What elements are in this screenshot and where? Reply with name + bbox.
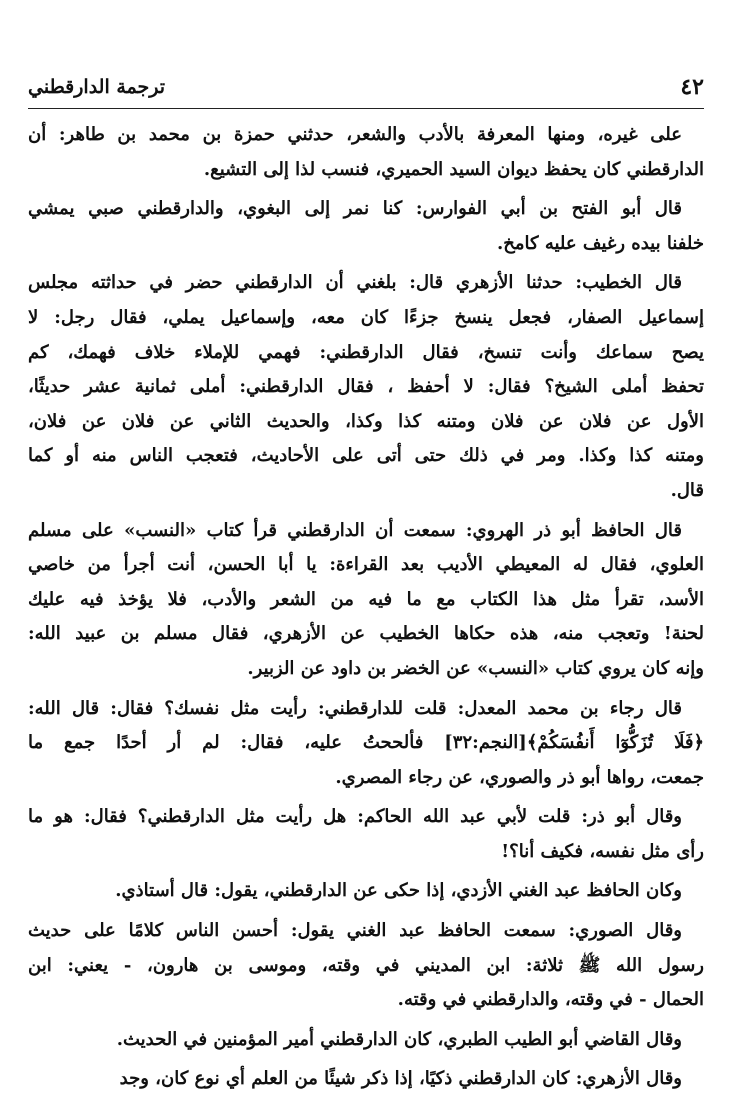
text-line: رسول الله ﷺ ثلاثة: ابن المديني في وقته، وموسى بن هارون، - يعني: ابن [28, 954, 704, 976]
text-line: إسماعيل الصفار، فجعل ينسخ جزءًا كان معه، وإسماعيل يملي، فقال رجل: لا [28, 306, 704, 328]
text-line: خلفنا بيده رغيف عليه كامخ. [496, 232, 704, 254]
text-line: وإنه كان يروي كتاب «النسب» عن الخضر بن داود عن الزبير. [247, 657, 704, 679]
running-title: ترجمة الدارقطني [28, 76, 166, 98]
text-line: قال الخطيب: حدثنا الأزهري قال: بلغني أن الدارقطني حضر في حداثته مجلس [28, 272, 682, 294]
paragraph [28, 874, 704, 909]
text-line: يصح سماعك وأنت تنسخ، فقال الدارقطني: فهمي للإملاء خلاف فهمك، كم [28, 341, 704, 363]
text-line: وقال أبو ذر: قلت لأبي عبد الله الحاكم: هل رأيت مثل الدارقطني؟ فقال: هو ما [28, 806, 682, 828]
paragraph [28, 1062, 704, 1097]
paragraph [28, 266, 704, 508]
text-line: الدارقطني كان يحفظ ديوان السيد الحميري، فنسب لذا إلى التشيع. [203, 158, 704, 180]
text-line: الأول عن فلان عن فلان ومتنه كذا وكذا، والحديث الثاني عن فلان عن فلان، [28, 410, 704, 432]
text-line: رأى مثل نفسه، فكيف أنا؟! [501, 840, 704, 862]
text-line: قال الحافظ أبو ذر الهروي: سمعت أن الدارقطني قرأ كتاب «النسب» على مسلم [28, 519, 682, 541]
page-number: ٤٢ [680, 74, 704, 100]
text-line: الأسد، تقرأ مثل هذا الكتاب مع ما فيه من الشعر والأدب، فلا يؤخذ فيه عليك [28, 588, 704, 610]
paragraph [28, 692, 704, 796]
paragraph [28, 514, 704, 687]
paragraph [28, 1023, 704, 1058]
text-line: على غيره، ومنها المعرفة بالأدب والشعر، حدثني حمزة بن محمد بن طاهر: أن [28, 124, 682, 145]
text-line: وقال الأزهري: كان الدارقطني ذكيًا، إذا ذكر شيئًا من العلم أي نوع كان، وجد [119, 1068, 682, 1090]
text-line: الحمال - في وقته، والدارقطني في وقته. [397, 989, 704, 1011]
paragraph [28, 914, 704, 1018]
text-line: لحنة! وتعجب منه، هذه حكاها الخطيب عن الأزهري، فقال مسلم بن عبيد الله: [28, 623, 704, 645]
text-line: قال أبو الفتح بن أبي الفوارس: كنا نمر إلى البغوي، والدارقطني صبي يمشي [28, 198, 682, 220]
text-line: ﴿فَلَا تُزَكُّوٓا أَنفُسَكُمْ﴾[النجم:٣٢] فألححتُ عليه، فقال: لم أر أحدًا جمع ما [28, 732, 704, 754]
text-line: وقال القاضي أبو الطيب الطبري، كان الدارقطني أمير المؤمنين في الحديث. [116, 1028, 682, 1050]
text-line: وقال الصوري: سمعت الحافظ عبد الغني يقول: أحسن الناس كلامًا على حديث [28, 920, 682, 942]
text-line: قال. [670, 479, 704, 501]
text-line: ومتنه كذا وكذا. ومر في ذلك حتى أتى على الأحاديث، فتعجب الناس منه أو كما [28, 445, 704, 467]
paragraph [28, 118, 704, 187]
text-line: جمعت، رواها أبو ذر والصوري، عن رجاء المصري. [335, 766, 704, 788]
header-divider [28, 108, 704, 109]
paragraph [28, 800, 704, 869]
text-line: تحفظ أملى الشيخ؟ فقال: لا أحفظ ، فقال الدارقطني: أملى ثمانية عشر حديثًا، [28, 376, 704, 398]
body-text [28, 118, 704, 1090]
paragraph [28, 192, 704, 261]
text-line: العلوي، فقال له المعيطي الأديب بعد القراءة: يا أبا الحسن، أنت أجرأ من خاصي [28, 554, 704, 576]
text-line: وكان الحافظ عبد الغني الأزدي، إذا حكى عن الدارقطني، يقول: قال أستاذي. [115, 880, 682, 902]
page-header [28, 72, 704, 106]
text-line: قال رجاء بن محمد المعدل: قلت للدارقطني: رأيت مثل نفسك؟ فقال: قال الله: [28, 697, 682, 719]
